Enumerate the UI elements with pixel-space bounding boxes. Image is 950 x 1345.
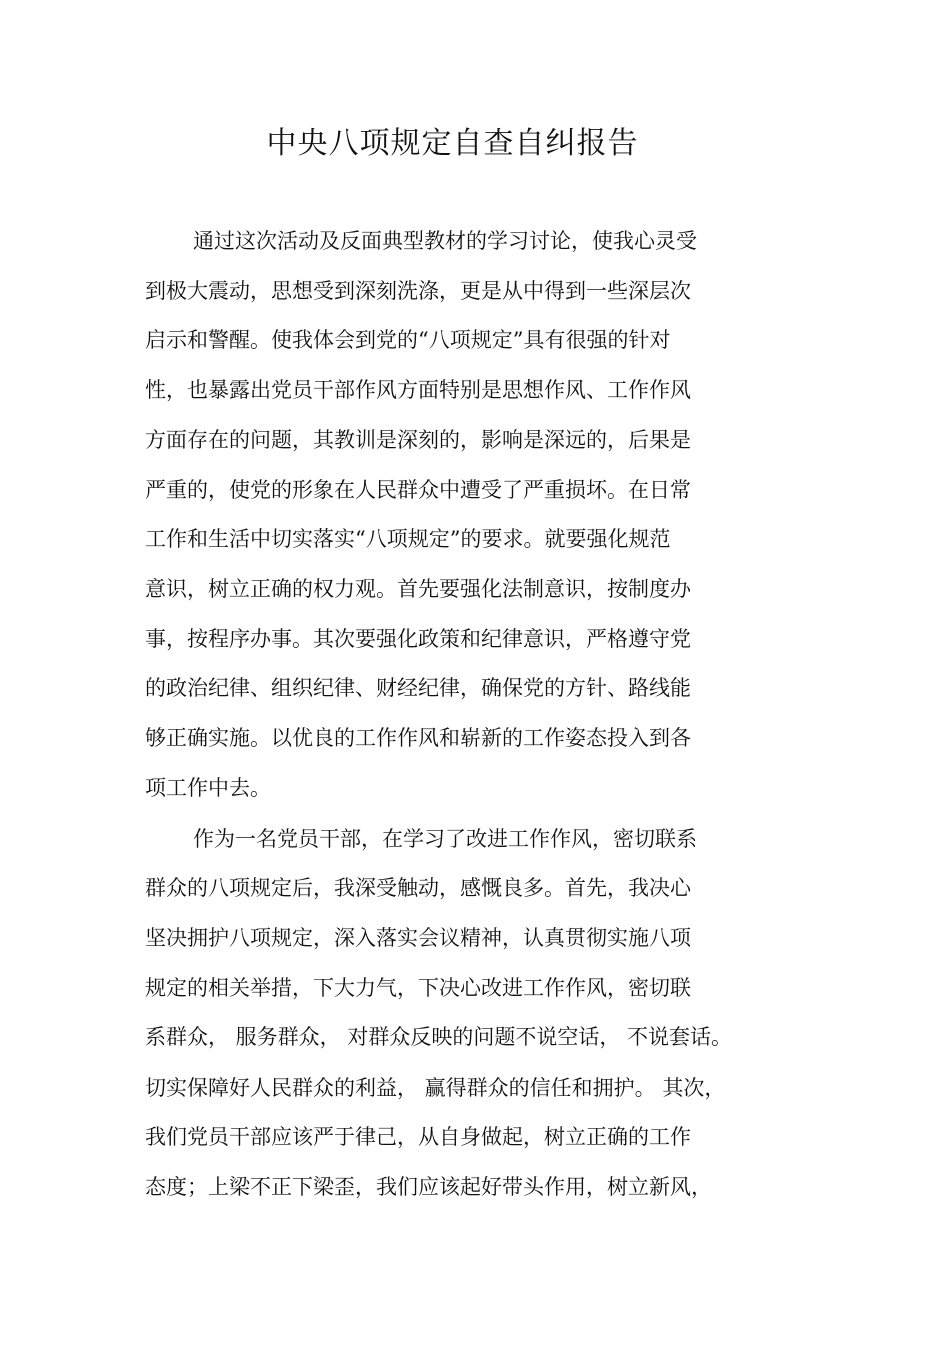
paragraph-1-line-11: 够正确实施。以优良的工作作风和崭新的工作姿态投入到各: [145, 726, 691, 750]
paragraph-2-line-3: 坚决拥护八项规定，深入落实会议精神，认真贯彻实施八项: [145, 926, 691, 950]
paragraph-1-line-8: 意识，树立正确的权力观。首先要强化法制意识，按制度办: [145, 577, 691, 601]
paragraph-2-line-4: 规定的相关举措，下大力气，下决心改进工作作风，密切联: [145, 976, 691, 1000]
paragraph-1-line-6: 严重的，使党的形象在人民群众中遭受了严重损坏。在日常: [145, 478, 691, 502]
paragraph-1-line-3: 启示和警醒。使我体会到党的“八项规定”具有很强的针对: [145, 328, 671, 352]
paragraph-1-line-1: 通过这次活动及反面典型教材的学习讨论，使我心灵受: [193, 229, 697, 253]
paragraph-1-line-12: 项工作中去。: [145, 776, 271, 800]
paragraph-1-line-2: 到极大震动，思想受到深刻洗涤，更是从中得到一些深层次: [145, 279, 691, 303]
paragraph-1-line-10: 的政治纪律、组织纪律、财经纪律，确保党的方针、路线能: [145, 676, 691, 700]
document-title: 中央八项规定自查自纠报告: [266, 126, 639, 161]
paragraph-2-line-6: 切实保障好人民群众的利益， 赢得群众的信任和拥护。 其次，: [145, 1076, 726, 1100]
paragraph-2-line-5: 系群众， 服务群众， 对群众反映的问题不说空话， 不说套话。: [145, 1025, 733, 1049]
paragraph-2-line-2: 群众的八项规定后，我深受触动，感慨良多。首先，我决心: [145, 876, 691, 900]
paragraph-2-line-8: 态度；上梁不正下梁歪，我们应该起好带头作用，树立新风，: [145, 1175, 712, 1199]
paragraph-1-line-9: 事，按程序办事。其次要强化政策和纪律意识，严格遵守党: [145, 627, 691, 651]
paragraph-1-line-4: 性，也暴露出党员干部作风方面特别是思想作风、工作作风: [145, 378, 691, 402]
paragraph-2-line-7: 我们党员干部应该严于律己，从自身做起，树立正确的工作: [145, 1125, 691, 1149]
paragraph-2-line-1: 作为一名党员干部，在学习了改进工作作风，密切联系: [193, 827, 697, 851]
paragraph-1-line-5: 方面存在的问题，其教训是深刻的，影响是深远的，后果是: [145, 428, 691, 452]
paragraph-1-line-7: 工作和生活中切实落实“八项规定”的要求。就要强化规范: [145, 527, 671, 551]
